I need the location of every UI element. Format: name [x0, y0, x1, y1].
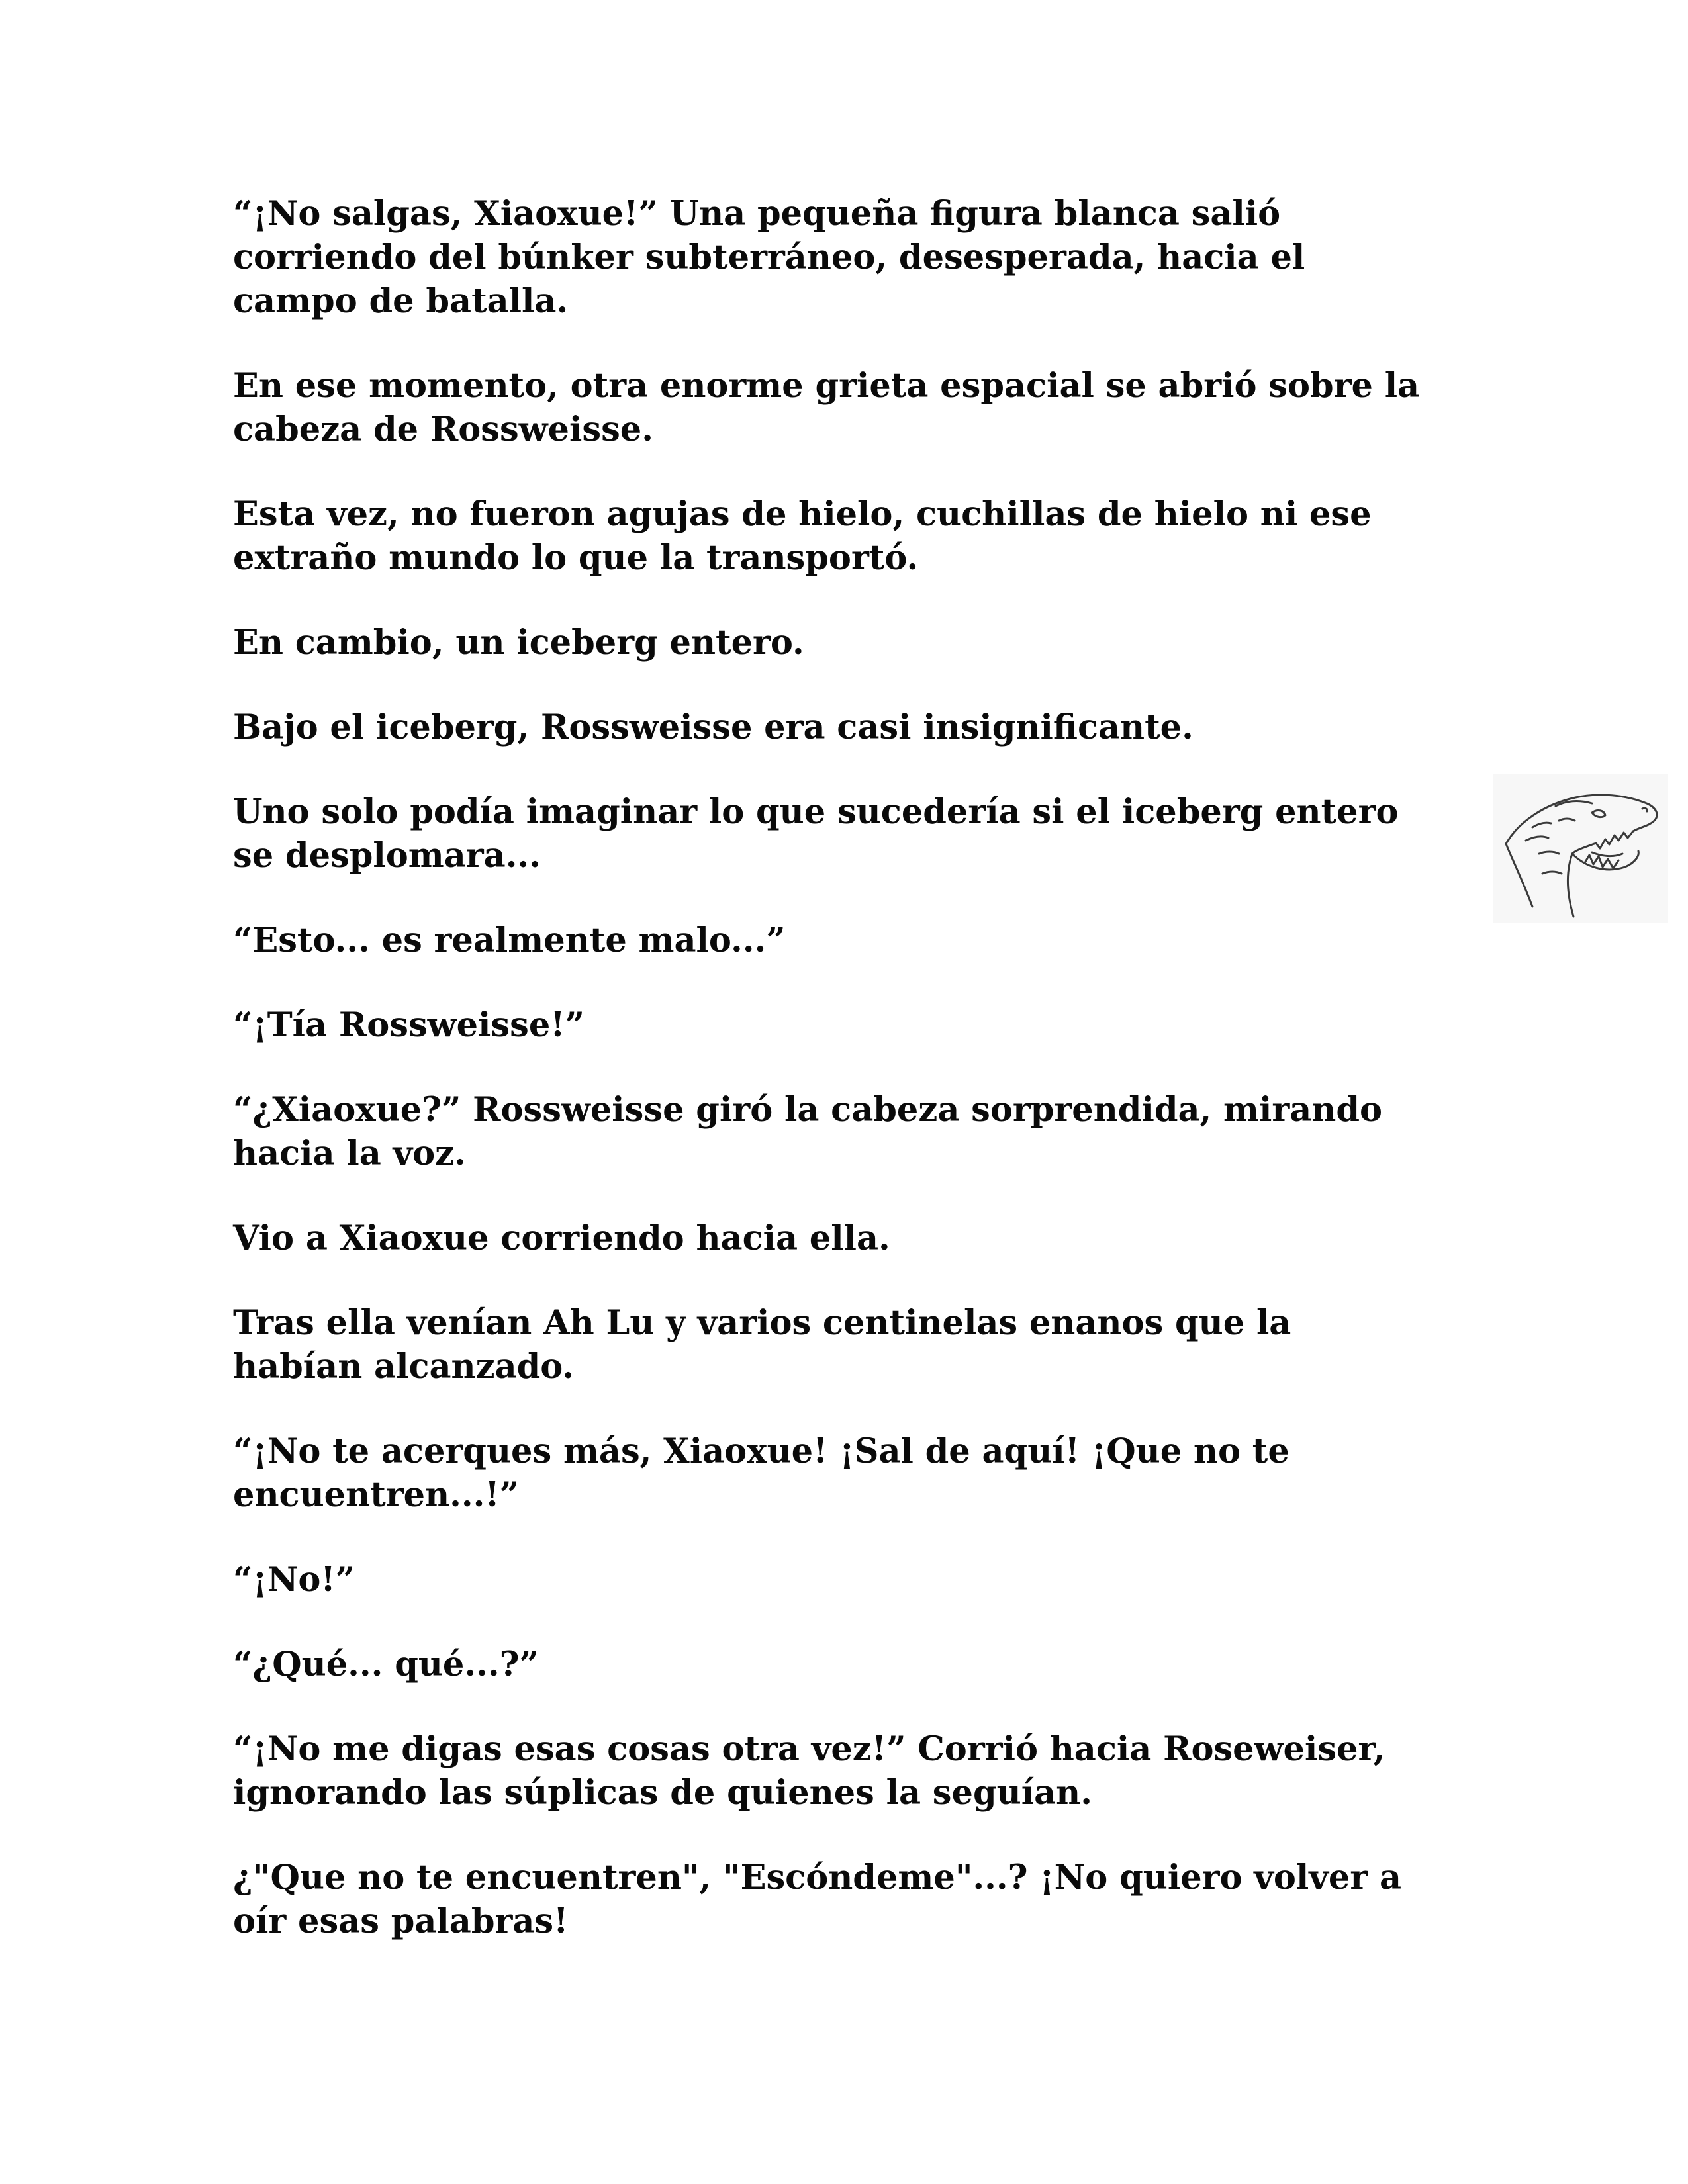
paragraph: En cambio, un iceberg entero. — [233, 623, 804, 662]
paragraph: “¡No te acerques más, Xiaoxue! ¡Sal de aquí! ¡Que no te encuentren...!” — [233, 1432, 1289, 1515]
paragraph: Tras ella venían Ah Lu y varios centinelas enanos que la habían alcanzado. — [233, 1303, 1291, 1387]
paragraph: “¡No!” — [233, 1560, 355, 1600]
paragraph: En ese momento, otra enorme grieta espacial se abrió sobre la cabeza de Rossweisse. — [233, 366, 1420, 449]
paragraph: Bajo el iceberg, Rossweisse era casi insignificante. — [233, 707, 1194, 747]
paragraph: “¿Qué... qué...?” — [233, 1645, 539, 1684]
paragraph: Vio a Xiaoxue corriendo hacia ella. — [233, 1218, 890, 1258]
paragraph: “Esto... es realmente malo...” — [233, 921, 786, 960]
paragraph: “¿Xiaoxue?” Rossweisse giró la cabeza sorprendida, mirando hacia la voz. — [233, 1090, 1383, 1173]
paragraph: ¿"Que no te encuentren", "Escóndeme"...? ¡No quiero volver a oír esas palabras! — [233, 1858, 1402, 1941]
body-text — [233, 192, 1464, 1984]
dinosaur-head-icon — [1493, 774, 1668, 923]
paragraph: “¡Tía Rossweisse!” — [233, 1005, 585, 1045]
paragraph: “¡No salgas, Xiaoxue!” Una pequeña figura blanca salió corriendo del búnker subterráneo, desesperada, hacia el campo de batalla. — [233, 194, 1305, 321]
paragraph: “¡No me digas esas cosas otra vez!” Corrió hacia Roseweiser, ignorando las súplicas de quienes la seguían. — [233, 1729, 1385, 1813]
paragraph: Uno solo podía imaginar lo que sucedería si el iceberg entero se desplomara... — [233, 792, 1399, 876]
paragraph: Esta vez, no fueron agujas de hielo, cuchillas de hielo ni ese extraño mundo lo que la transportó. — [233, 494, 1372, 578]
